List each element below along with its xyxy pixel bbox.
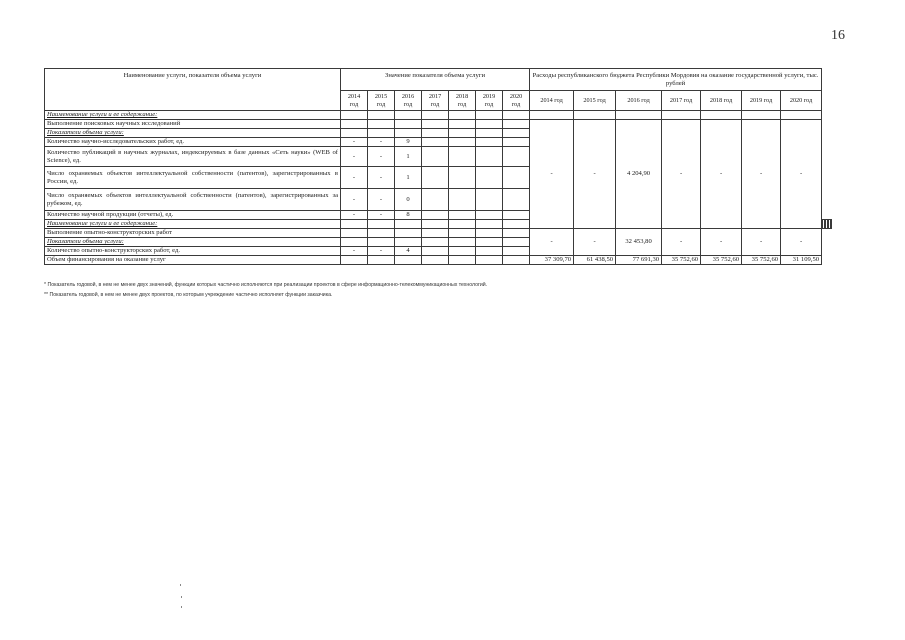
service2-expense-2020: -: [781, 229, 822, 256]
header-year-2015: 2015 год: [368, 91, 395, 111]
indicator-value-2015: -: [368, 189, 395, 211]
page-number: 16: [831, 28, 845, 43]
indicator-value-2014: -: [341, 189, 368, 211]
scan-speck: [180, 584, 181, 586]
header-year-2019: 2019 год: [476, 91, 503, 111]
service1-expense-2020: -: [781, 120, 822, 229]
indicator-value-2016: 1: [395, 147, 422, 167]
indicator-name: Количество публикаций в научных журналах, индексируемых в базе данных «Сеть науки» (WEB of Science), ед.: [45, 147, 341, 167]
header-name: Наименование услуги, показателя объема услуги: [45, 69, 341, 111]
total-2016: 77 691,30: [616, 256, 662, 265]
indicator-name: Число охраняемых объектов интеллектуальной собственности (патентов), зарегистрированных в России, ед.: [45, 167, 341, 189]
service1-expense-2016: 4 204,90: [616, 120, 662, 229]
indicator-value-2015: -: [368, 167, 395, 189]
service2-name: Выполнение опытно-конструкторских работ: [45, 229, 341, 238]
indicator-value-2015: -: [368, 211, 395, 220]
header-year-2014: 2014 год: [341, 91, 368, 111]
indicator-value-2014: -: [341, 211, 368, 220]
service1-expense-2014: -: [530, 120, 574, 229]
service1-name: Выполнение поисковых научных исследований: [45, 120, 341, 129]
service2-expense-2015: -: [574, 229, 616, 256]
header-year-2017: 2017 год: [422, 91, 449, 111]
indicator-value-2016: 9: [395, 138, 422, 147]
service1-expense-2019: -: [742, 120, 781, 229]
header-expense-2019: 2019 год: [742, 91, 781, 111]
indicator-value-2015: -: [368, 138, 395, 147]
total-2015: 61 438,50: [574, 256, 616, 265]
header-year-2016: 2016 год: [395, 91, 422, 111]
total-2017: 35 752,60: [662, 256, 701, 265]
footnote-1: * Показатель годовой, в нем не менее двух значений, функции которых частично исполняются при реализации проектов в сфере информационно-телекоммуникационных технологий.: [44, 282, 488, 288]
indicator-value-2015: -: [368, 147, 395, 167]
total-label: Объем финансирования на оказание услуг: [45, 256, 341, 265]
scan-speck: [181, 596, 182, 598]
header-expense-2016: 2016 год: [616, 91, 662, 111]
indicator-value-2016: 0: [395, 189, 422, 211]
service1-label: Наименование услуги и ее содержание:: [45, 111, 341, 120]
service1-expense-2017: -: [662, 120, 701, 229]
service2-expense-2019: -: [742, 229, 781, 256]
service1-indicators-label: Показатели объема услуги:: [45, 129, 341, 138]
service2-indicators-label: Показатели объема услуги:: [45, 238, 341, 247]
total-2018: 35 752,60: [701, 256, 742, 265]
total-2014: 37 309,70: [530, 256, 574, 265]
indicator-name: Количество научно-исследовательских работ, ед.: [45, 138, 341, 147]
header-year-2018: 2018 год: [449, 91, 476, 111]
indicator-value-2015: -: [368, 247, 395, 256]
header-expense-2014: 2014 год: [530, 91, 574, 111]
service1-expense-2015: -: [574, 120, 616, 229]
indicator-name: Количество опытно-конструкторских работ, ед.: [45, 247, 341, 256]
total-2019: 35 752,60: [742, 256, 781, 265]
service2-expense-2016: 32 453,80: [616, 229, 662, 256]
indicator-value-2016: 8: [395, 211, 422, 220]
header-expense-2018: 2018 год: [701, 91, 742, 111]
service2-expense-2017: -: [662, 229, 701, 256]
footnote-2: ** Показатель годовой, в нем не менее двух проектов, по которым учреждение частично исполняет функции заказчика.: [44, 292, 333, 298]
header-expense-2017: 2017 год: [662, 91, 701, 111]
total-row: [45, 256, 832, 265]
header-expense-2020: 2020 год: [781, 91, 822, 111]
scan-speck: [181, 606, 182, 608]
indicator-value-2014: -: [341, 147, 368, 167]
indicator-value-2014: -: [341, 138, 368, 147]
indicator-value-2016: 1: [395, 167, 422, 189]
indicator-name: Число охраняемых объектов интеллектуальной собственности (патентов), зарегистрированных за рубежом, ед.: [45, 189, 341, 211]
service2-label: Наименование услуги и ее содержание:: [45, 220, 341, 229]
total-2020: 31 109,50: [781, 256, 822, 265]
service-volume-table: [44, 68, 832, 265]
indicator-value-2014: -: [341, 247, 368, 256]
service2-expense-2014: -: [530, 229, 574, 256]
service2-expense-2018: -: [701, 229, 742, 256]
header-expense-2015: 2015 год: [574, 91, 616, 111]
header-indicator: Значение показателя объема услуги: [341, 69, 530, 91]
indicator-value-2016: 4: [395, 247, 422, 256]
header-expenses: Расходы республиканского бюджета Республики Мордовия на оказание государственной услуги, тыс. рублей: [530, 69, 822, 91]
indicator-name: Количество научной продукции (отчеты), ед.: [45, 211, 341, 220]
header-year-2020: 2020 год: [503, 91, 530, 111]
indicator-value-2014: -: [341, 167, 368, 189]
service1-expense-2018: -: [701, 120, 742, 229]
